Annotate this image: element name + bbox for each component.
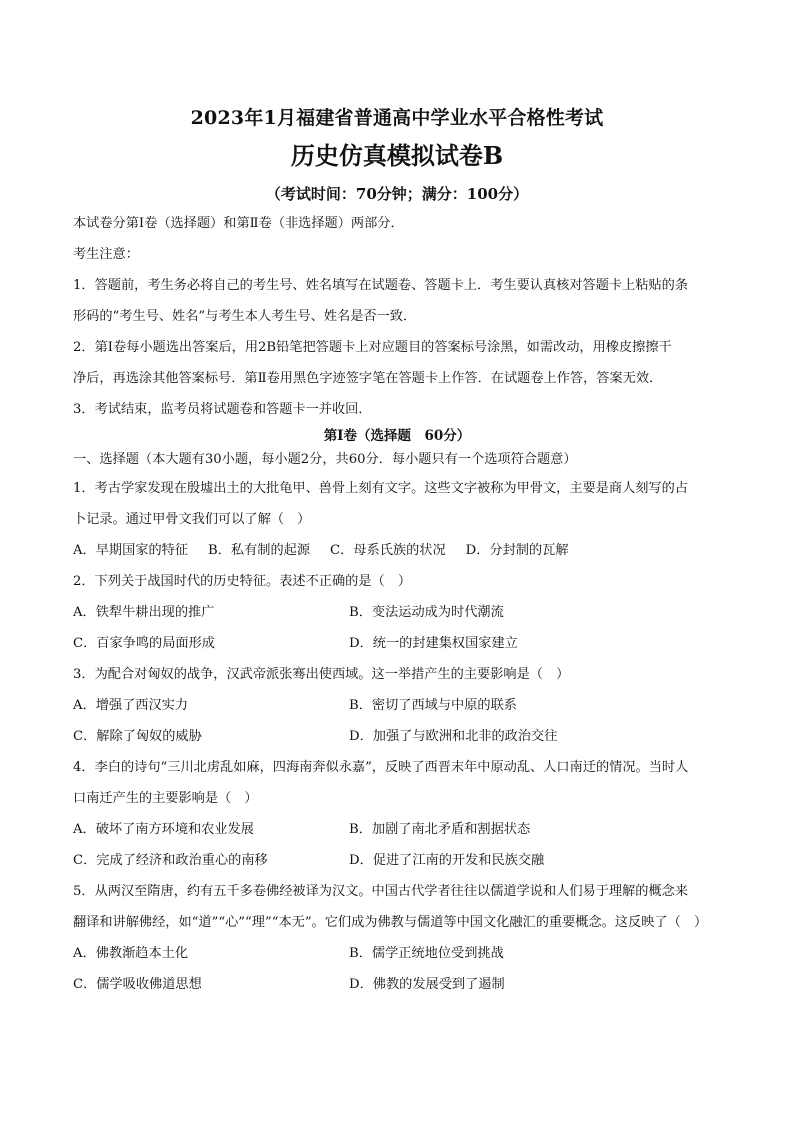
question-5 [73,876,721,1000]
option-c: C．完成了经济和政治重心的南移 [73,853,268,868]
question-4 [73,752,721,876]
option-b: B．加剧了南北矛盾和割据状态 [349,822,531,837]
option-d: D．加强了与欧洲和北非的政治交往 [349,729,558,744]
option-d: D．促进了江南的开发和民族交融 [349,853,545,868]
notice-heading: 考生注意： [73,247,139,262]
option-row [73,628,721,659]
question-3 [73,659,721,752]
option-row [73,814,721,845]
notice-line: 形码的“考生号、姓名”与考生本人考生号、姓名是否一致． [73,309,417,324]
question-stem: 卜记录。通过甲骨文我们可以了解（ ） [73,512,311,527]
option-a: A．破坏了南方环境和农业发展 [73,822,254,837]
exam-title: 2023年1月福建省普通高中学业水平合格性考试 [190,107,604,129]
question-stem: 口南迁产生的主要影响是（ ） [73,791,258,806]
exam-info: （考试时间：70分钟；满分：100分） [265,185,529,203]
intro-line: 本试卷分第Ⅰ卷（选择题）和第Ⅱ卷（非选择题）两部分． [73,216,404,231]
question-1 [73,473,721,566]
option-d: D．佛教的发展受到了遏制 [349,977,505,992]
question-stem: 3．为配合对匈奴的战争，汉武帝派张骞出使西域。这一举措产生的主要影响是（ ） [73,667,570,682]
question-2 [73,566,721,659]
option-c: C．解除了匈奴的威胁 [73,729,202,744]
option-row [73,938,721,969]
option-row [73,721,721,752]
question-stem: 2．下列关于战国时代的历史特征。表述不正确的是（ ） [73,574,412,589]
exam-subtitle: 历史仿真模拟试卷B [290,141,504,170]
option-b: B．变法运动成为时代潮流 [349,605,504,620]
notice-line: 2．第Ⅰ卷每小题选出答案后，用2B铅笔把答题卡上对应题目的答案标号涂黑，如需改动，用橡皮擦擦干 [73,340,672,355]
question-stem: 翻译和讲解佛经，如“道”“心”“理”“本无”。它们成为佛教与儒道等中国文化融汇的重要概念。这反映了（ ） [73,915,708,930]
notice-line: 1．答题前，考生务必将自己的考生号、姓名填写在试题卷、答题卡上．考生要认真核对答题卡上粘贴的条 [73,278,689,293]
option-b: B．私有制的起源 [208,543,311,558]
option-row [73,845,721,876]
option-a: A．早期国家的特征 [73,543,189,558]
question-stem: 4．李白的诗句“三川北虏乱如麻，四海南奔似永嘉”，反映了西晋末年中原动乱、人口南迁的情况。当时人 [73,760,689,775]
question-stem: 1．考古学家发现在殷墟出土的大批龟甲、兽骨上刻有文字。这些文字被称为甲骨文，主要是商人刻写的占 [73,481,689,496]
option-b: B．密切了西域与中原的联系 [349,698,517,713]
option-c: C．百家争鸣的局面形成 [73,636,215,651]
option-a: A．铁犁牛耕出现的推广 [73,605,215,620]
option-row [73,535,721,566]
notice-line: 净后，再选涂其他答案标号．第Ⅱ卷用黑色字迹签字笔在答题卡上作答．在试题卷上作答，答案无效． [73,371,663,386]
option-c: C．母系氏族的状况 [330,543,446,558]
option-d: D．分封制的瓦解 [465,543,569,558]
option-a: A．增强了西汉实力 [73,698,189,713]
option-a: A．佛教渐趋本土化 [73,946,189,961]
notice-line: 3．考试结束，监考员将试题卷和答题卡一并收回． [73,402,372,417]
section-instruction: 一、选择题（本大题有30小题，每小题2分，共60分．每小题只有一个选项符合题意） [73,452,577,467]
option-d: D．统一的封建集权国家建立 [349,636,518,651]
option-row [73,969,721,1000]
section-heading: 第Ⅰ卷（选择题 60分） [323,428,471,444]
option-b: B．儒学正统地位受到挑战 [349,946,504,961]
option-row [73,597,721,628]
question-stem: 5．从两汉至隋唐，约有五千多卷佛经被译为汉文。中国古代学者往往以儒道学说和人们易于理解的概念来 [73,884,689,899]
option-c: C．儒学吸收佛道思想 [73,977,202,992]
option-row [73,690,721,721]
